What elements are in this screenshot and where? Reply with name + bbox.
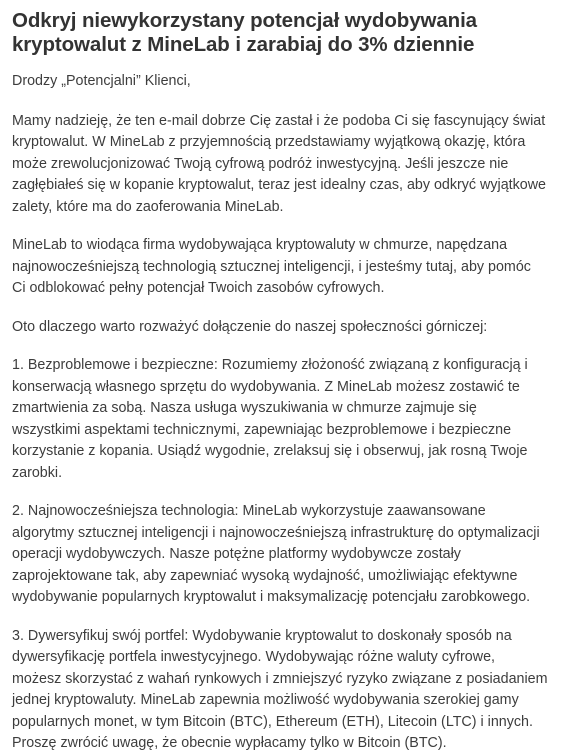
email-greeting: Drodzy „Potencjalni” Klienci, <box>12 73 191 89</box>
paragraph-intro: Mamy nadzieję, że ten e-mail dobrze Cię zastał i że podoba Ci się fascynujący świat kryptowalut. W MineLab z przyjemnością przedstawiamy wyjątkową okazję, która może zrewolucjonizować Twoją cyfrową podróż inwestycyjną. Jeśli jeszcze nie zagłębiałeś się w kopanie kryptowalut, teraz jest idealny czas, aby odkryć wyjątkowe zalety, które ma do zaoferowania MineLab. <box>12 112 547 215</box>
paragraph-company: MineLab to wiodąca firma wydobywająca kryptowaluty w chmurze, napędzana najnowocześniejszą technologią sztucznej inteligencji, i jesteśmy tutaj, aby pomóc Ci odblokować pełny potencjał Twoich zasobów cyfrowych. <box>12 237 531 296</box>
paragraph-point-2: 2. Najnowocześniejsza technologia: MineLab wykorzystuje zaawansowane algorytmy sztucznej inteligencji i najnowocześniejszą infrastrukturę do optymalizacji operacji wydobywczych. Nasze potężne platformy wydobywcze zostały zaprojektowane tak, aby zapewniać wysoką wydajność, umożliwiając efektywne wydobywanie popularnych kryptowalut i maksymalizację potencjału zarobkowego. <box>12 503 540 605</box>
paragraph-point-1: 1. Bezproblemowe i bezpieczne: Rozumiemy złożoność związaną z konfiguracją i konserwacją własnego sprzętu do wydobywania. Z MineLab możesz zostawić te zmartwienia za sobą. Nasza usługa wyszukiwania w chmurze zajmuje się wszystkimi aspektami technicznymi, zapewniając bezproblemowe i bezpieczne korzystanie z kopania. Usiądź wygodnie, zrelaksuj się i obserwuj, jak rosną Twoje zarobki. <box>12 357 528 481</box>
paragraph-reasons-lead: Oto dlaczego warto rozważyć dołączenie do naszej społeczności górniczej: <box>12 318 488 335</box>
email-title: Odkryj niewykorzystany potencjał wydobywania kryptowalut z MineLab i zarabiaj do 3% dziennie <box>12 9 477 56</box>
paragraph-point-3: 3. Dywersyfikuj swój portfel: Wydobywanie kryptowalut to doskonały sposób na dywersyfikację portfela inwestycyjnego. Wydobywając różne waluty cyfrowe, możesz skorzystać z wahań rynkowych i zmniejszyć ryzyko związane z posiadaniem jednej kryptowaluty. MineLab zapewnia możliwość wydobywania szerokiej gamy popularnych monet, w tym Bitcoin (BTC), Ethereum (ETH), Litecoin (LTC) i innych. Proszę zwrócić uwagę, że obecnie wypłacamy tylko w Bitcoin (BTC). <box>12 627 548 751</box>
